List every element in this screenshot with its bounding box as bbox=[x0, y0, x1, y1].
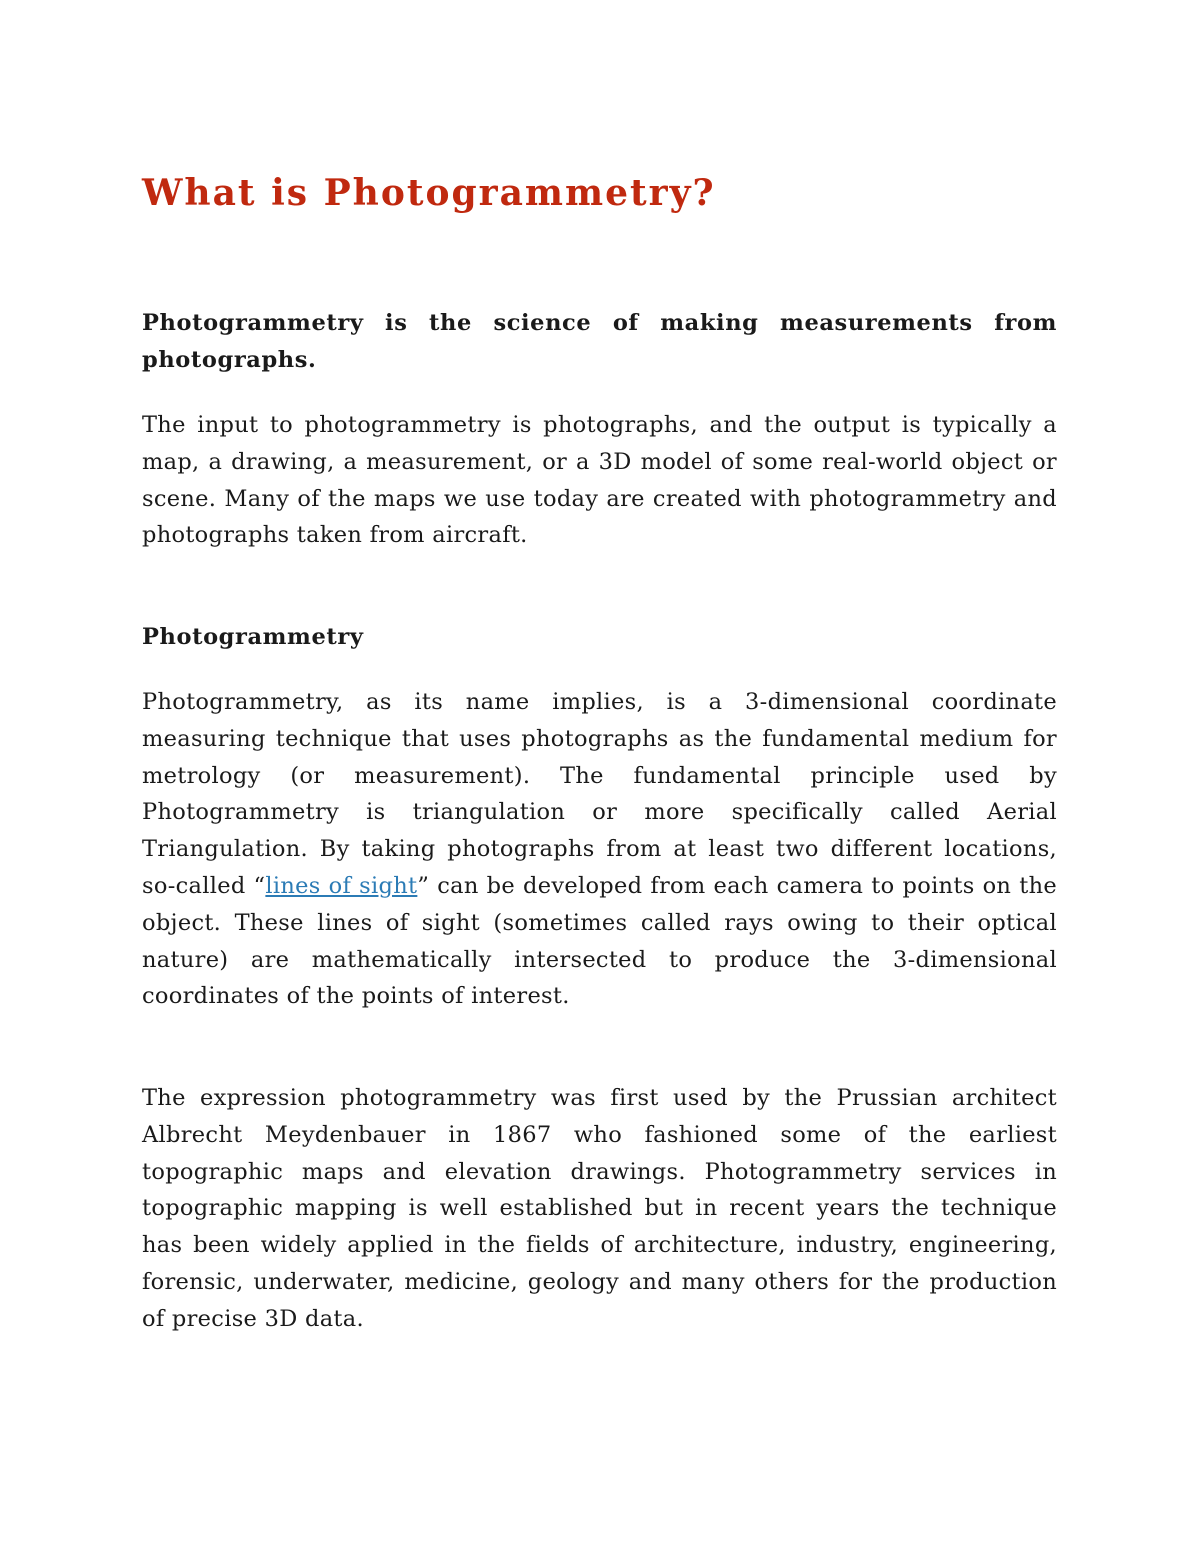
intro-paragraph: Photogrammetry is the science of making measurements from photographs. bbox=[142, 310, 1057, 373]
paragraph-definition-text-before-link: Photogrammetry, as its name implies, is a 3-dimensional coordinate measuring technique that uses photographs as the fundamental medium for metrology (or measurement). The fundamental principle used by Photogrammetry is triangulation or more specifically called Aerial Triangulation. By taking photographs from at least two different locations, so-called “ bbox=[142, 689, 1057, 899]
paragraph-definition bbox=[142, 684, 1057, 1015]
paragraph-input-output: The input to photogrammetry is photographs, and the output is typically a map, a drawing, a measurement, or a 3D model of some real-world object or scene. Many of the maps we use today are created with photogrammetry and photographs taken from aircraft. bbox=[142, 412, 1057, 549]
paragraph-history: The expression photogrammetry was first used by the Prussian architect Albrecht Meydenbauer in 1867 who fashioned some of the earliest topographic maps and elevation drawings. Photogrammetry services in topographic mapping is well established but in recent years the technique has been widely applied in the fields of architecture, industry, engineering, forensic, underwater, medicine, geology and many others for the production of precise 3D data. bbox=[142, 1085, 1057, 1332]
lines-of-sight-link[interactable]: lines of sight bbox=[265, 872, 418, 899]
paragraph-definition-text-after-link: ” can be developed from each camera to points on the object. These lines of sight (sometimes called rays owing to their optical nature) are mathematically intersected to produce the 3-dimensional coordinates of the points of interest. bbox=[142, 872, 1058, 1010]
page-title: What is Photogrammetry? bbox=[142, 172, 716, 214]
section-heading: Photogrammetry bbox=[142, 624, 364, 650]
